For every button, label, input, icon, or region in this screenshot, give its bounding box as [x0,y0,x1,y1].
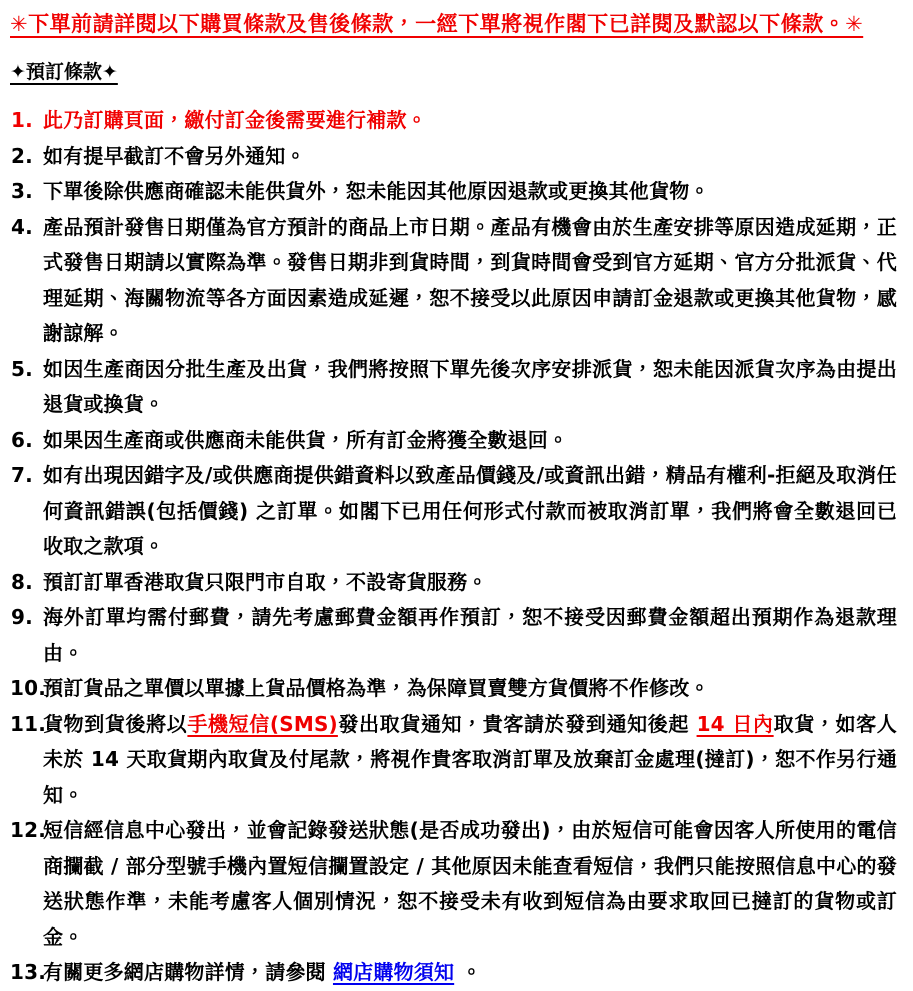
term-text: 預訂訂單香港取貨只限門市自取，不設寄貨服務。 [43,569,488,594]
highlighted-term-text: 14 日內 [696,711,774,736]
term-number: 7. [11,463,33,487]
term-item [10,813,897,955]
term-text: 如有出現因錯字及/或供應商提供錯資料以致產品價錢及/或資訊出錯，精品有權利-拒絕及取消任何資訊錯誤(包括價錢) 之訂單。如閣下已用任何形式付款而被取消訂單，我們將會全數退回已收取之款項。 [43,463,897,558]
term-item [10,671,897,707]
term-number: 1. [11,108,33,132]
term-text: 發出取貨通知，貴客請於發到通知後起 [337,711,697,736]
term-text: 海外訂單均需付郵費，請先考慮郵費金額再作預訂，恕不接受因郵費金額超出預期作為退款理由。 [43,605,897,665]
term-text: 貨物到貨後將以 [43,711,188,736]
term-number: 6. [11,427,33,452]
highlighted-term-text: 手機短信(SMS) [187,711,338,736]
term-text: 產品預計發售日期僅為官方預計的商品上市日期。產品有機會由於生產安排等原因造成延期，正式發售日期請以實際為準。發售日期非到貨時間，到貨時間會受到官方延期、官方分批派貨、代理延期、海關物流等各方面因素造成延遲，恕不接受以此原因申請訂金退款或更換其他貨物，感謝諒解。 [43,214,897,345]
term-number: 5. [11,356,33,381]
term-item [10,210,897,352]
term-text: 此乃訂購頁面，繳付訂金後需要進行補款。 [43,108,427,132]
term-text: 如有提早截訂不會另外通知。 [43,143,306,168]
section-title-text: ✦預訂條款✦ [10,61,118,83]
term-number: 8. [11,569,33,594]
term-text: 有關更多網店購物詳情，請參閱 [43,960,333,984]
term-number: 12. [10,818,47,842]
term-text: 下單後除供應商確認未能供貨外，恕未能因其他原因退款或更換其他貨物。 [43,179,710,203]
term-item [10,955,897,991]
term-text: 。 [454,960,482,984]
term-item [10,423,897,459]
term-number: 10. [10,676,47,700]
term-number: 11. [10,711,47,736]
term-item [10,707,897,814]
store-shopping-guide-link[interactable]: 網店購物須知 [332,960,455,984]
pre-order-notice-banner: ✳下單前請詳閱以下購買條款及售後條款，一經下單將視作閣下已詳閱及默認以下條款。✳ [10,12,864,36]
term-item [10,139,897,175]
term-item [10,458,897,565]
term-item [10,103,897,139]
term-item [10,352,897,423]
term-text: 如果因生產商或供應商未能供貨，所有訂金將獲全數退回。 [43,427,569,452]
term-text: 如因生產商因分批生產及出貨，我們將按照下單先後次序安排派貨，恕未能因派貨次序為由提出退貨或換貨。 [43,356,897,416]
term-number: 3. [11,179,33,203]
term-text: 取貨，如客人未於 14 天取貨期內取貨及付尾款，將視作貴客取消訂單及放棄訂金處理(撻訂)，恕不作另行通知。 [43,711,897,807]
section-title [10,58,897,86]
term-item [10,600,897,671]
term-item [10,565,897,601]
terms-list [10,103,897,991]
term-text: 短信經信息中心發出，並會記錄發送狀態(是否成功發出)，由於短信可能會因客人所使用的電信商攔截 / 部分型號手機內置短信攔置設定 / 其他原因未能查看短信，我們只能按照信息中心的發送狀態作準，未能考慮客人個別情況，恕不接受未有收到短信為由要求取回已撻訂的貨物或訂金。 [43,818,897,949]
term-number: 2. [11,143,33,168]
term-number: 9. [11,605,33,629]
term-number: 13. [10,960,47,984]
term-item [10,174,897,210]
term-text: 預訂貨品之單價以單據上貨品價格為準，為保障買賣雙方貨價將不作修改。 [43,676,710,700]
term-number: 4. [11,214,33,239]
